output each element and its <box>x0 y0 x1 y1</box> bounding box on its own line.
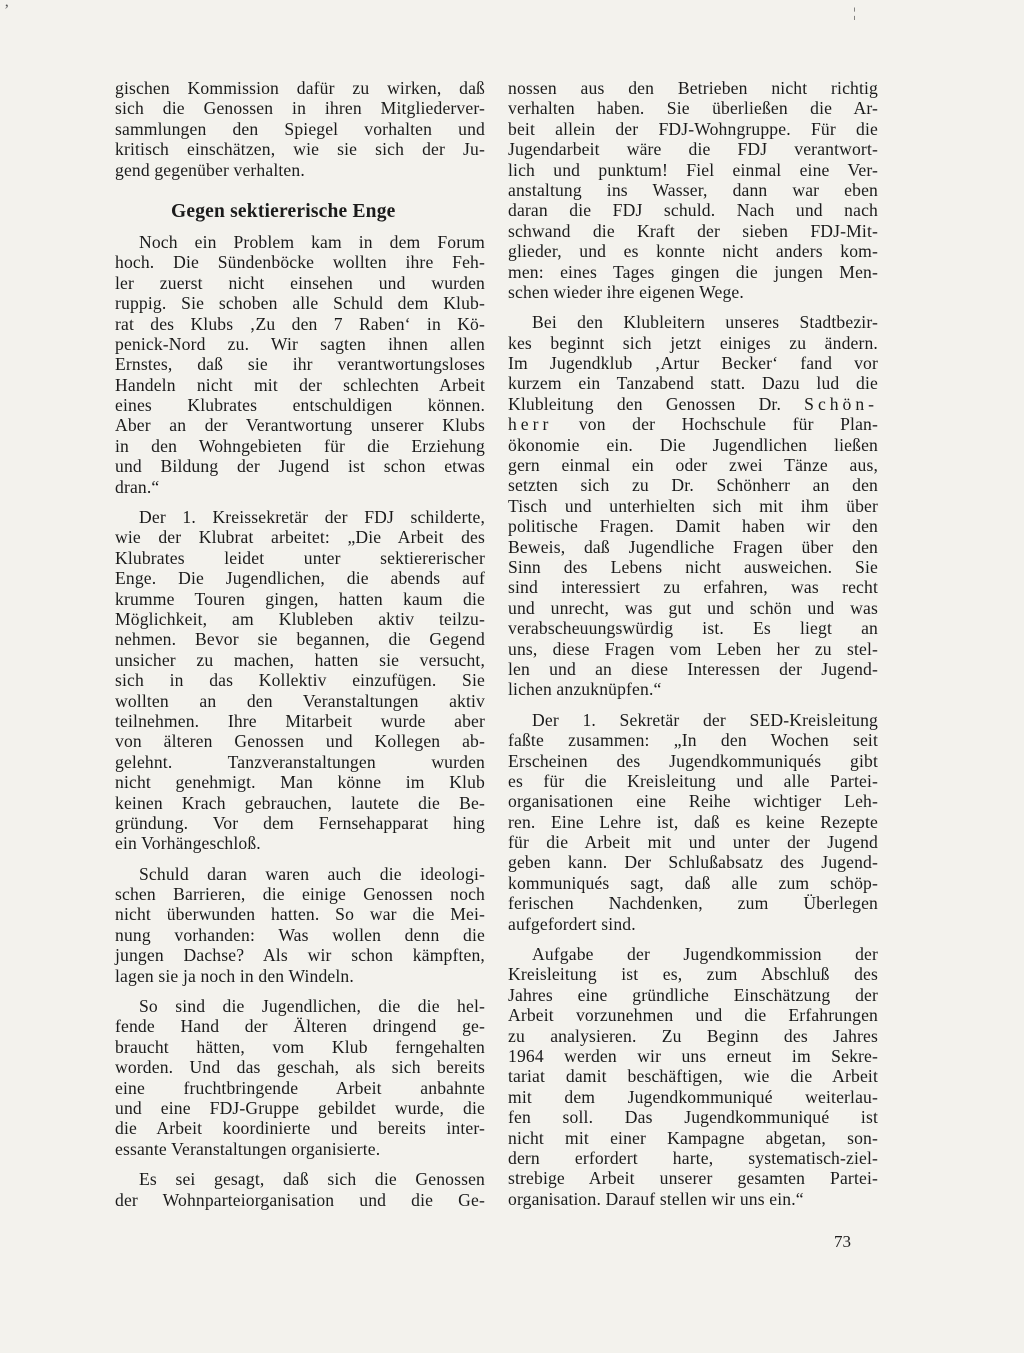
text-line: Aber an der Verantwortung unserer Klubs <box>115 415 485 436</box>
text-line: aufgefordert sind. <box>508 913 636 934</box>
text-line: schen wieder ihre eigenen Wege. <box>508 281 744 302</box>
text-line: lichen anzuknüpfen.“ <box>508 679 662 700</box>
text-line: nicht mit einer Kampagne abgetan, son- <box>508 1127 878 1148</box>
text-line: Der 1. Sekretär der SED-Kreisleitung <box>532 709 878 730</box>
text-line: Beweis, daß Jugendliche Fragen über den <box>508 536 878 557</box>
text-line: tariat damit beschäftigen, wie die Arbeit <box>508 1066 878 1087</box>
text-line: und unrecht, was gut und schön und was <box>508 597 878 618</box>
text-line: Schuld daran waren auch die ideologi- <box>139 863 485 884</box>
text-line: Handeln nicht mit der schlechten Arbeit <box>115 374 485 395</box>
text-line: für die Arbeit mit und unter der Jugend <box>508 832 878 853</box>
spaced-name: Schön- <box>804 393 878 414</box>
text-line: Kreisleitung ist es, zum Abschluß des <box>508 964 878 985</box>
text-line: organisation. Darauf stellen wir uns ein.“ <box>508 1188 804 1209</box>
text-line: von älteren Genossen und Kollegen ab- <box>115 731 485 752</box>
text-line: anstaltung ins Wasser, dann war eben <box>508 179 878 200</box>
text-line: verabscheuungswürdig ist. Es liegt an <box>508 618 878 639</box>
text-line: geben kann. Der Schlußabsatz des Jugend- <box>508 852 878 873</box>
text-line: ren. Eine Lehre ist, daß es keine Rezepte <box>508 811 878 832</box>
text-line: dern erfordert harte, systematisch-ziel- <box>508 1147 878 1168</box>
text-line: essante Veranstaltungen organisierte. <box>115 1138 381 1159</box>
paragraph <box>115 996 485 1159</box>
text-line: verhalten haben. Sie überließen die Ar- <box>508 98 878 119</box>
text-line: ruppig. Sie schoben alle Schuld dem Klub- <box>115 293 485 314</box>
text-line: ler zuerst nicht einsehen und wurden <box>115 272 485 293</box>
scan-mark: ʼ <box>4 2 10 19</box>
text-line: organisationen eine Reihe wichtiger Leh- <box>508 791 878 812</box>
text-line: schwand die Kraft der sieben FDJ-Mit- <box>508 220 878 241</box>
text-line: nicht genehmigt. Man könne im Klub <box>115 772 485 793</box>
text-line: keinen Krach gebrauchen, lautete die Be- <box>115 792 485 813</box>
text-line: Sinn des Lebens nicht ausweichen. Sie <box>508 556 878 577</box>
paragraph <box>115 1169 485 1210</box>
text-line <box>508 414 878 434</box>
text-line: Klubrates leidet unter sektiererischer <box>115 547 485 568</box>
text-line: kritisch einschätzen, wie sie sich der Ju- <box>115 139 485 160</box>
text-line: eines Klubrates entschuldigen können. <box>115 395 485 416</box>
paragraph <box>115 78 485 180</box>
text-line: Noch ein Problem kam in dem Forum <box>139 231 485 252</box>
text-line: es für die Kreisleitung und alle Partei- <box>508 770 878 791</box>
text-line: Jahres eine gründliche Einschätzung der <box>508 984 878 1005</box>
text-line: penick-Nord zu. Wir sagten ihnen allen <box>115 333 485 354</box>
text-line: Aufgabe der Jugendkommission der <box>532 944 878 965</box>
text-segment: von der Hochschule für Plan- <box>578 414 878 435</box>
text-line: strebige Arbeit unserer gesamten Partei- <box>508 1168 878 1189</box>
text-line: faßte zusammen: „In den Wochen seit <box>508 730 878 751</box>
text-line: daran die FDJ schuld. Nach und nach <box>508 200 878 221</box>
text-line: nehmen. Bevor sie begannen, die Gegend <box>115 629 485 650</box>
paragraph <box>115 232 485 497</box>
text-line: Es sei gesagt, daß sich die Genossen <box>139 1169 485 1190</box>
text-line: nossen aus den Betrieben nicht richtig <box>508 78 878 98</box>
paragraph <box>508 944 878 1209</box>
paragraph <box>115 864 485 986</box>
text-line: fende Hand der Älteren dringend ge- <box>115 1016 485 1037</box>
text-line: sich in das Kollektiv einzufügen. Sie <box>115 670 485 691</box>
text-line: kes beginnt sich jetzt einiges zu ändern. <box>508 332 878 353</box>
text-line: sind interessiert zu erfahren, was recht <box>508 577 878 598</box>
text-line: lich und punktum! Fiel einmal eine Ver- <box>508 159 878 180</box>
text-line: glieder, und es konnte nicht anders kom- <box>508 241 878 262</box>
text-line: kommuniqués sagt, daß alle zum schöp- <box>508 872 878 893</box>
text-line: die Arbeit koordinierte und bereits inter- <box>115 1118 485 1139</box>
paragraph <box>508 312 878 699</box>
text-line: ein Vorhängeschloß. <box>115 833 261 854</box>
text-line: Enge. Die Jugendlichen, die abends auf <box>115 568 485 589</box>
text-line: Jugendarbeit wäre die FDJ verantwort- <box>508 139 878 160</box>
text-line: schen Barrieren, die einige Genossen noch <box>115 884 485 905</box>
text-line: men: eines Tages gingen die jungen Men- <box>508 261 878 282</box>
section-heading: Gegen sektiererische Enge <box>171 200 396 222</box>
text-line: sammlungen den Spiegel vorhalten und <box>115 118 485 139</box>
text-line: nicht überwunden hatten. So war die Mei- <box>115 904 485 925</box>
text-line: wollten an den Veranstaltungen aktiv <box>115 690 485 711</box>
text-line: hoch. Die Sündenböcke wollten ihre Feh- <box>115 252 485 273</box>
spaced-name: herr <box>508 414 553 435</box>
text-line: Tisch und unterhielten sich mit ihm über <box>508 495 878 516</box>
text-line: lagen sie ja noch in den Windeln. <box>115 965 354 986</box>
text-segment: Klubleitung den Genossen Dr. <box>508 393 782 414</box>
paragraph <box>508 710 878 934</box>
text-line: und Bildung der Jugend ist schon etwas <box>115 456 485 477</box>
text-line: und eine FDJ-Gruppe gebildet wurde, die <box>115 1097 485 1118</box>
text-line: Arbeit vorzunehmen und die Erfahrungen <box>508 1005 878 1026</box>
text-line: len und an diese Interessen der Jugend- <box>508 658 878 679</box>
text-line: rat des Klubs ‚Zu den 7 Raben‘ in Kö- <box>115 313 485 334</box>
page-number: 73 <box>834 1232 851 1251</box>
text-line: ökonomie ein. Die Jugendlichen ließen <box>508 434 878 455</box>
text-line: gend gegenüber verhalten. <box>115 159 305 180</box>
text-line: Möglichkeit, am Klubleben aktiv teilzu- <box>115 608 485 629</box>
paragraph <box>508 78 878 302</box>
text-line: mit dem Jugendkommuniqué weiterlau- <box>508 1086 878 1107</box>
text-line: setzten sich zu Dr. Schönherr an den <box>508 475 878 496</box>
text-line: krumme Touren gingen, hatten kaum die <box>115 588 485 609</box>
text-line: Im Jugendklub ‚Artur Becker‘ fand vor <box>508 353 878 374</box>
text-line: wie der Klubrat arbeitet: „Die Arbeit des <box>115 527 485 548</box>
text-line: unsicher zu machen, hatten sie versucht, <box>115 649 485 670</box>
text-line: uns, diese Fragen vom Leben her zu stel- <box>508 638 878 659</box>
scan-mark: ¦ <box>853 6 856 21</box>
text-line: ferischen Nachdenken, zum Überlegen <box>508 893 878 914</box>
text-line: eine fruchtbringende Arbeit anbahnte <box>115 1077 485 1098</box>
text-line: jungen Dachse? Als wir schon kämpften, <box>115 945 485 966</box>
text-line: gründung. Vor dem Fernsehapparat hing <box>115 812 485 833</box>
text-line: teilnehmen. Ihre Mitarbeit wurde aber <box>115 710 485 731</box>
text-line: So sind die Jugendlichen, die die hel- <box>139 996 485 1017</box>
text-line: Der 1. Kreissekretär der FDJ schilderte, <box>139 507 485 528</box>
left-column <box>115 78 485 1220</box>
text-line: beit allein der FDJ-Wohngruppe. Für die <box>508 118 878 139</box>
text-line: braucht hätten, vom Klub ferngehalten <box>115 1036 485 1057</box>
text-line: sich die Genossen in ihren Mitgliederver- <box>115 98 485 119</box>
text-line: politische Fragen. Damit haben wir den <box>508 516 878 537</box>
text-line: dran.“ <box>115 476 160 497</box>
text-line: fen soll. Das Jugendkommuniqué ist <box>508 1107 878 1128</box>
text-line: gelehnt. Tanzveranstaltungen wurden <box>115 751 485 772</box>
text-line: in den Wohngebieten für die Erziehung <box>115 435 485 456</box>
text-line: gischen Kommission dafür zu wirken, daß <box>115 78 485 98</box>
right-column <box>508 78 878 1219</box>
text-line: zu analysieren. Zu Beginn des Jahres <box>508 1025 878 1046</box>
paragraph-continuation <box>508 435 878 700</box>
text-line: kurzem ein Tanzabend statt. Dazu lud die <box>508 373 878 394</box>
text-line: gern einmal ein oder zwei Tänze aus, <box>508 455 878 476</box>
text-line: worden. Und das geschah, als sich bereits <box>115 1057 485 1078</box>
text-line: der Wohnparteiorganisation und die Ge- <box>115 1189 485 1210</box>
text-line: Bei den Klubleitern unseres Stadtbezir- <box>532 312 878 333</box>
text-line: Erscheinen des Jugendkommuniqués gibt <box>508 750 878 771</box>
text-line <box>508 394 878 414</box>
text-line: 1964 werden wir uns erneut im Sekre- <box>508 1045 878 1066</box>
text-line: nung vorhanden: Was wollen denn die <box>115 924 485 945</box>
text-line: Ernstes, daß sie ihr verantwortungsloses <box>115 354 485 375</box>
paragraph <box>115 507 485 854</box>
